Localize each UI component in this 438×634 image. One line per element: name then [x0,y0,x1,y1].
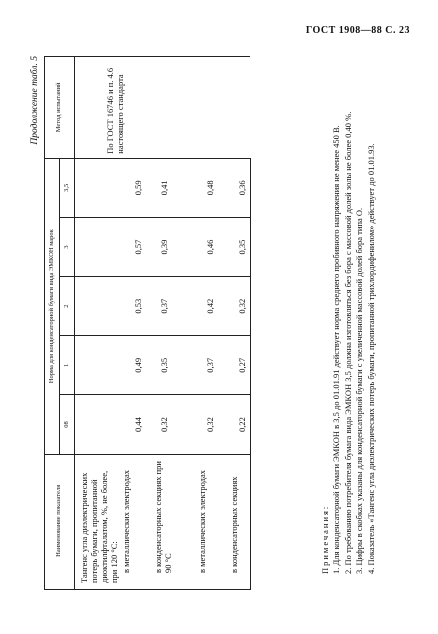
note-item: 4. Показатель «Тангенс угла диэлектрических потерь бумаги, пропитанной трихлордифенилом» действует до 01.01.93. [365,143,376,574]
page-header: ГОСТ 1908—88 С. 23 [305,25,410,36]
notes-title: Примечания: [320,504,330,574]
table-row-main-label [74,454,143,589]
value-cell: 0,37 [177,336,215,395]
value-cell: 0,37 [143,277,177,336]
grade-header: 3,5 [59,158,74,217]
value-cell: 0,27 [215,336,250,395]
value-cell: 0,48 [177,158,215,217]
grade-header: 3 [59,217,74,276]
note-item: 1. Для конденсаторной бумаги ЭМКОН в 3,5 до 01.01.91 действует норма среднего пробивного напряжения не менее 450 В. [331,125,342,574]
value-cell: 0,44 [74,395,143,454]
sub-row-label: в конденсаторных секциях при 90 °С [152,461,173,573]
method-cell: По ГОСТ 16746 и п. 4.6 настоящего стандарта [74,57,250,159]
col-header-method: Метод испытаний [45,57,75,159]
sub-row-label: в конденсаторных секциях [229,476,240,573]
value-cell: 0,41 [143,158,177,217]
grade-header: 2 [59,277,74,336]
value-cell: 0,36 [215,158,250,217]
value-cell: 0,35 [215,217,250,276]
value-cell: 0,32 [143,395,177,454]
value-cell: 0,35 [143,336,177,395]
value-cell: 0,32 [177,395,215,454]
value-cell: 0,59 [74,158,143,217]
table-continuation-label: Продолжение табл. 5 [30,56,40,145]
sub-row-label: в металлических электродах [197,469,208,573]
properties-table [44,56,251,590]
grade-header: 08 [59,395,74,454]
note-item: 2. По требованию потребителя бумага вида ЭМКОН 3,5 должна изготовляться без бора с массовой долей золы не более 0,40 %. [342,111,353,574]
value-cell: 0,53 [74,277,143,336]
value-cell: 0,46 [177,217,215,276]
grade-header: 1 [59,336,74,395]
col-header-name: Наименование показателя [45,454,75,589]
value-cell: 0,49 [74,336,143,395]
value-cell: 0,42 [177,277,215,336]
value-cell: 0,39 [143,217,177,276]
value-cell: 0,32 [215,277,250,336]
value-cell: 0,22 [215,395,250,454]
value-cell: 0,57 [74,217,143,276]
rotated-page-content [28,50,418,590]
note-item: 3. Цифры в скобках указаны для конденсаторной бумаги с увеличенной массовой долей бора типа О. [354,207,365,574]
main-row-text: Тангенс угла диэлектрических потерь бумаги, пропитанной диоктилфталатом, %, не более, при 120 °С: [78,470,120,583]
notes-section [320,56,377,590]
sub-row-label: в металлических электродах [121,469,132,573]
col-header-norm: Норма для конденсаторной бумаги вида ЭМКОН марок [45,158,60,454]
